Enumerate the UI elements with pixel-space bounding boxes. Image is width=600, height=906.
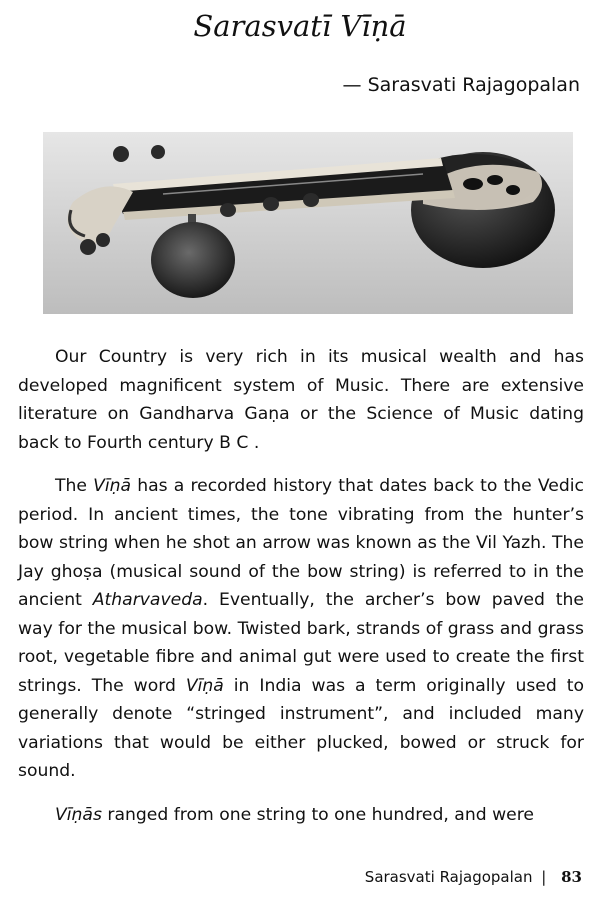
- article-body: [18, 343, 584, 829]
- page-footer: [365, 866, 582, 888]
- paragraph: The Vīṇā has a recorded history that dates back to the Vedic period. In ancient times, the tone vibrating from the hunter’s bow string when he shot an arrow was known as the Vil Yazh. The Jay ghoṣa (musical sound of the bow string) is referred to in the ancient Atharvaveda. Eventually, the archer’s bow paved the way for the musical bow. Twisted bark, strands of grass and grass root, vegetable fibre and animal gut were used to create the first strings. The word Vīṇā in India was a term originally used to generally denote “stringed instrument”, and included many variations that would be either plucked, bowed or struck for sound.: [18, 476, 584, 781]
- paragraph: Our Country is very rich in its musical wealth and has developed magnificent system of Music. There are extensive literature on Gandharva Gaṇa or the Science of Music dating back to Fourth century B C .: [18, 347, 584, 453]
- footer-separator: |: [541, 868, 547, 886]
- veena-photo: [43, 132, 573, 314]
- page-number: 83: [561, 868, 582, 886]
- page-title: Sarasvatī Vīṇā: [193, 9, 407, 43]
- author-byline: — Sarasvati Rajagopalan: [342, 74, 580, 96]
- paragraph: Vīṇās ranged from one string to one hundred, and were: [55, 804, 534, 825]
- footer-author: Sarasvati Rajagopalan: [364, 868, 533, 886]
